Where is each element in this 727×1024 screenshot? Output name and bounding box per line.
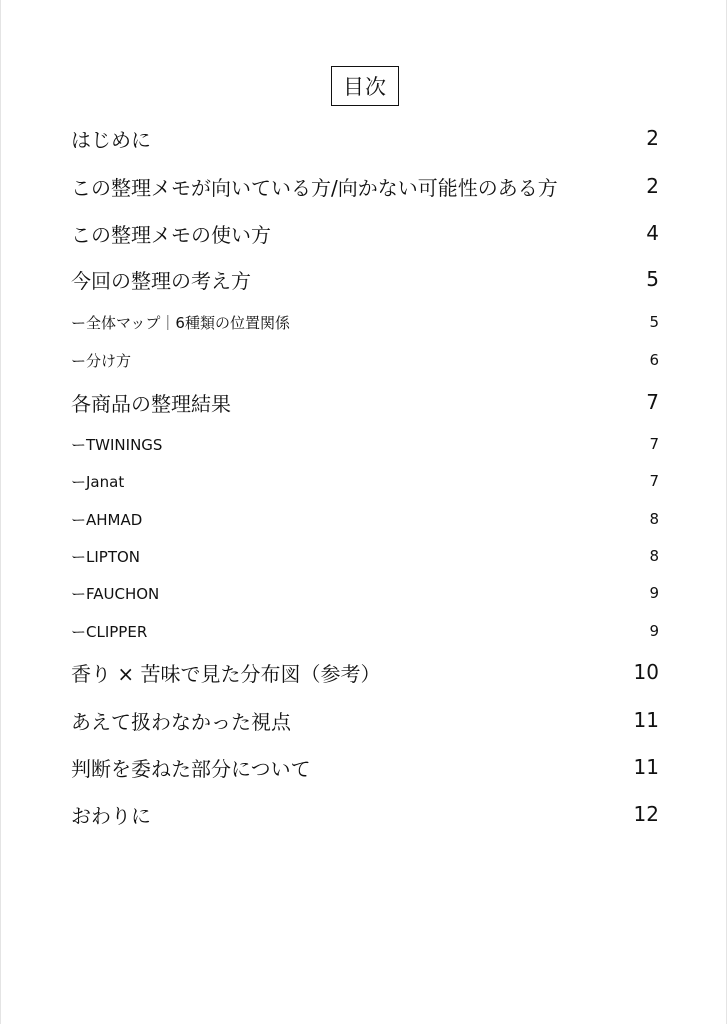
toc-subentry-page: 8 bbox=[649, 547, 659, 565]
toc-entry[interactable] bbox=[71, 172, 659, 200]
toc-title bbox=[331, 66, 399, 106]
toc-subentry-label: ー全体マップ｜6種類の位置関係 bbox=[71, 313, 290, 332]
toc-entry-page: 12 bbox=[633, 802, 659, 826]
toc-entry-page: 10 bbox=[633, 660, 659, 684]
toc-subentry[interactable] bbox=[71, 582, 659, 604]
toc-entry-page: 4 bbox=[646, 221, 659, 245]
toc-entry-label: 判断を委ねた部分について bbox=[71, 756, 311, 781]
toc-entry[interactable] bbox=[71, 753, 659, 781]
toc-subentry[interactable] bbox=[71, 508, 659, 530]
toc-entry-page: 11 bbox=[633, 755, 659, 779]
toc-subentry-page: 9 bbox=[649, 584, 659, 602]
toc-entry-label: 香り × 苦味で見た分布図（参考） bbox=[71, 661, 381, 686]
toc-entry[interactable] bbox=[71, 124, 659, 152]
toc-entry[interactable] bbox=[71, 800, 659, 828]
toc-entry-label: この整理メモの使い方 bbox=[71, 222, 271, 247]
toc-subentry-label: ー分け方 bbox=[71, 351, 132, 370]
toc-subentry-label: ーCLIPPER bbox=[71, 622, 148, 641]
toc-entry-label: 各商品の整理結果 bbox=[71, 391, 231, 416]
toc-subentry-page: 7 bbox=[649, 435, 659, 453]
toc-entry-label: この整理メモが向いている方/向かない可能性のある方 bbox=[71, 175, 558, 200]
toc-entry[interactable] bbox=[71, 658, 659, 686]
toc-entry-label: はじめに bbox=[71, 127, 151, 152]
toc-subentry[interactable] bbox=[71, 433, 659, 455]
toc-entry[interactable] bbox=[71, 219, 659, 247]
toc-entry[interactable] bbox=[71, 388, 659, 416]
toc-entry-page: 7 bbox=[646, 390, 659, 414]
toc-entry-page: 2 bbox=[646, 126, 659, 150]
toc-subentry-label: ーTWININGS bbox=[71, 435, 163, 454]
toc-entry[interactable] bbox=[71, 265, 659, 293]
toc-subentry[interactable] bbox=[71, 349, 659, 371]
toc-entry[interactable] bbox=[71, 706, 659, 734]
toc-entry-label: あえて扱わなかった視点 bbox=[71, 709, 291, 734]
toc-subentry-page: 5 bbox=[649, 313, 659, 331]
toc-subentry-label: ーLIPTON bbox=[71, 547, 141, 566]
toc-entry-page: 11 bbox=[633, 708, 659, 732]
toc-entry-page: 2 bbox=[646, 174, 659, 198]
toc-subentry-page: 6 bbox=[649, 351, 659, 369]
toc-entry-label: おわりに bbox=[71, 803, 151, 828]
toc-subentry[interactable] bbox=[71, 545, 659, 567]
toc-entry-page: 5 bbox=[646, 267, 659, 291]
toc-subentry-label: ーAHMAD bbox=[71, 510, 143, 529]
toc-subentry[interactable] bbox=[71, 311, 659, 333]
toc-subentry-page: 8 bbox=[649, 510, 659, 528]
toc-subentry[interactable] bbox=[71, 620, 659, 642]
toc-subentry-page: 7 bbox=[649, 472, 659, 490]
toc-subentry-page: 9 bbox=[649, 622, 659, 640]
toc-subentry-label: ーFAUCHON bbox=[71, 584, 160, 603]
toc-subentry-label: ーJanat bbox=[71, 472, 125, 491]
toc-entry-label: 今回の整理の考え方 bbox=[71, 268, 251, 293]
toc-subentry[interactable] bbox=[71, 470, 659, 492]
toc-title-text: 目次 bbox=[343, 75, 387, 99]
